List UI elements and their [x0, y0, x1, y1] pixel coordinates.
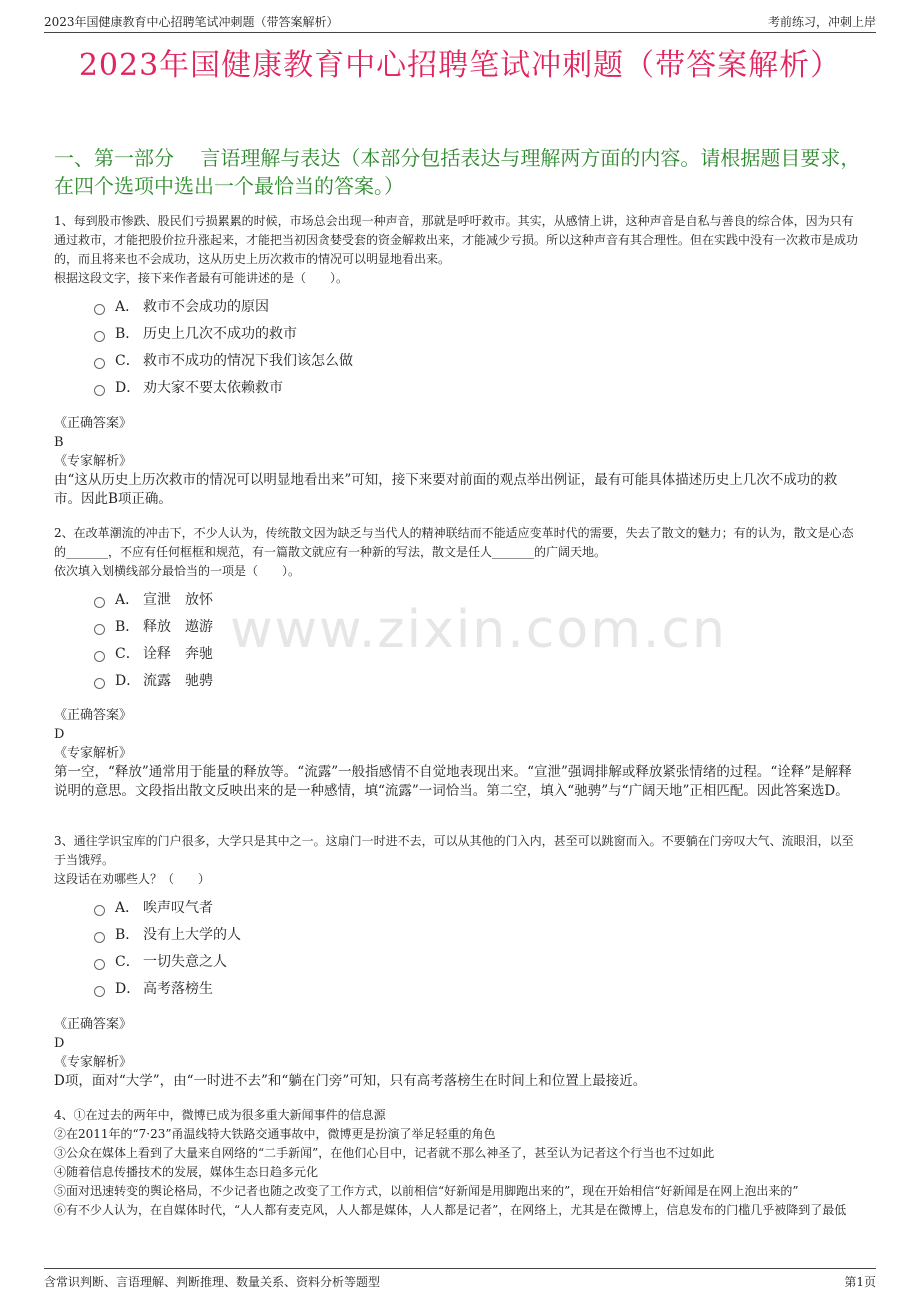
radio-icon[interactable] [94, 651, 105, 662]
radio-icon[interactable] [94, 331, 105, 342]
analysis-text: 第一空，“释放”通常用于能量的释放等。“流露”一般指感情不自觉地表现出来。“宣泄”强调排解或释放紧张情绪的过程。“诠释”是解释说明的意思。文段指出散文反映出来的是一种感情，填“流露”一词恰当。第二空，填入“驰骋”与“广阔天地”正相匹配。因此答案选D。 [54, 764, 852, 799]
answer-label: 《正确答案》 [54, 708, 133, 723]
radio-icon[interactable] [94, 932, 105, 943]
radio-icon[interactable] [94, 624, 105, 635]
page-footer [44, 1268, 876, 1289]
option-d[interactable]: D． 劝大家不要太依赖救市 [94, 375, 862, 402]
answer-label: 《正确答案》 [54, 1017, 133, 1032]
answer-block-2 [54, 706, 862, 801]
sentence-4: ④随着信息传播技术的发展，媒体生态日趋多元化 [54, 1165, 319, 1179]
question-prompt: 根据这段文字，接下来作者最有可能讲述的是（ ）。 [54, 271, 349, 285]
radio-icon[interactable] [94, 905, 105, 916]
option-b[interactable]: B． 没有上大学的人 [94, 922, 862, 949]
question-4 [54, 1106, 862, 1220]
radio-icon[interactable] [94, 986, 105, 997]
radio-icon[interactable] [94, 597, 105, 608]
option-a[interactable]: A． 唉声叹气者 [94, 895, 862, 922]
option-list [94, 294, 862, 402]
question-stem: 1、每到股市惨跌、股民们亏损累累的时候，市场总会出现一种声音，那就是呼吁救市。其实，从感情上讲，这种声音是自私与善良的综合体，因为只有通过救市，才能把股价拉升涨起来，才能把当初因贪婪受套的资金解救出来，才能减少亏损。所以这种声音有其合理性。但在实践中没有一次救市是成功的，而且将来也不会成功，这从历史上历次救市的情况可以明显地看出来。 [54, 214, 859, 266]
answer-label: 《正确答案》 [54, 416, 133, 431]
analysis-label: 《专家解析》 [54, 746, 133, 761]
analysis-label: 《专家解析》 [54, 1055, 133, 1070]
question-prompt: 这段话在劝哪些人？（ ） [54, 872, 211, 886]
option-b[interactable]: B． 释放 遨游 [94, 614, 862, 641]
watermark: www.zixin.com.cn [230, 600, 727, 660]
option-a[interactable]: A． 救市不会成功的原因 [94, 294, 862, 321]
question-stem: 2、在改革潮流的冲击下，不少人认为，传统散文因为缺乏与当代人的精神联结而不能适应变革时代的需要，失去了散文的魅力；有的认为，散文是心态的_______，不应有任何框框和规范，有一篇散文就应有一种新的写法，散文是任人_______的广阔天地。 [54, 526, 854, 559]
analysis-label: 《专家解析》 [54, 454, 133, 469]
question-2 [54, 524, 862, 695]
option-c[interactable]: C． 救市不成功的情况下我们该怎么做 [94, 348, 862, 375]
option-c[interactable]: C． 诠释 奔驰 [94, 641, 862, 668]
answer-block-3 [54, 1015, 862, 1091]
question-prompt: 依次填入划横线部分最恰当的一项是（ ）。 [54, 564, 301, 578]
radio-icon[interactable] [94, 385, 105, 396]
radio-icon[interactable] [94, 304, 105, 315]
sentence-3: ③公众在媒体上看到了大量来自网络的“二手新闻”，在他们心目中，记者就不那么神圣了，甚至认为记者这个行当也不过如此 [54, 1146, 715, 1160]
radio-icon[interactable] [94, 678, 105, 689]
option-d[interactable]: D． 高考落榜生 [94, 976, 862, 1003]
question-stem: 3、通往学识宝库的门户很多，大学只是其中之一。这扇门一时进不去，可以从其他的门入内，甚至可以跳窗而入。不要躺在门旁叹大气、流眼泪，以至于当饿殍。 [54, 834, 854, 867]
page-title: 2023年国健康教育中心招聘笔试冲刺题（带答案解析） [78, 48, 842, 83]
sentence-6: ⑥有不少人认为，在自媒体时代，“人人都有麦克风，人人都是媒体，人人都是记者”，在网络上，尤其是在微博上，信息发布的门槛几乎被降到了最低 [54, 1203, 847, 1217]
footer-topics: 含常识判断、言语理解、判断推理、数量关系、资料分析等题型 [44, 1275, 381, 1289]
question-1 [54, 212, 862, 402]
page-header [44, 0, 876, 33]
option-list [94, 895, 862, 1003]
option-b[interactable]: B． 历史上几次不成功的救市 [94, 321, 862, 348]
answer-block-1 [54, 414, 862, 509]
question-3 [54, 832, 862, 1003]
sentence-2: ②在2011年的“7·23”甬温线特大铁路交通事故中，微博更是扮演了举足轻重的角色 [54, 1127, 496, 1141]
analysis-text: 由“这从历史上历次救市的情况可以明显地看出来”可知，接下来要对前面的观点举出例证，最有可能具体描述历史上几次不成功的救市。因此B项正确。 [54, 472, 838, 507]
sentence-5: ⑤面对迅速转变的舆论格局，不少记者也随之改变了工作方式，以前相信“好新闻是用脚跑出来的”，现在开始相信“好新闻是在网上泡出来的” [54, 1184, 799, 1198]
option-d[interactable]: D． 流露 驰骋 [94, 668, 862, 695]
page-number: 第1页 [844, 1275, 876, 1289]
option-list [94, 587, 862, 695]
header-slogan: 考前练习，冲刺上岸 [767, 15, 876, 29]
radio-icon[interactable] [94, 959, 105, 970]
section-heading: 一、第一部分 言语理解与表达（本部分包括表达与理解两方面的内容。请根据题目要求，在四个选项中选出一个最恰当的答案。） [54, 146, 861, 198]
option-c[interactable]: C． 一切失意之人 [94, 949, 862, 976]
radio-icon[interactable] [94, 358, 105, 369]
sentence-1: 4、①在过去的两年中，微博已成为很多重大新闻事件的信息源 [54, 1108, 386, 1122]
option-a[interactable]: A． 宣泄 放怀 [94, 587, 862, 614]
answer-value: B [54, 435, 64, 450]
answer-value: D [54, 1036, 65, 1051]
header-doc-title: 2023年国健康教育中心招聘笔试冲刺题（带答案解析） [44, 15, 339, 29]
analysis-text: D项，面对“大学”，由“一时进不去”和“躺在门旁”可知，只有高考落榜生在时间上和位置上最接近。 [54, 1073, 647, 1089]
answer-value: D [54, 727, 65, 742]
